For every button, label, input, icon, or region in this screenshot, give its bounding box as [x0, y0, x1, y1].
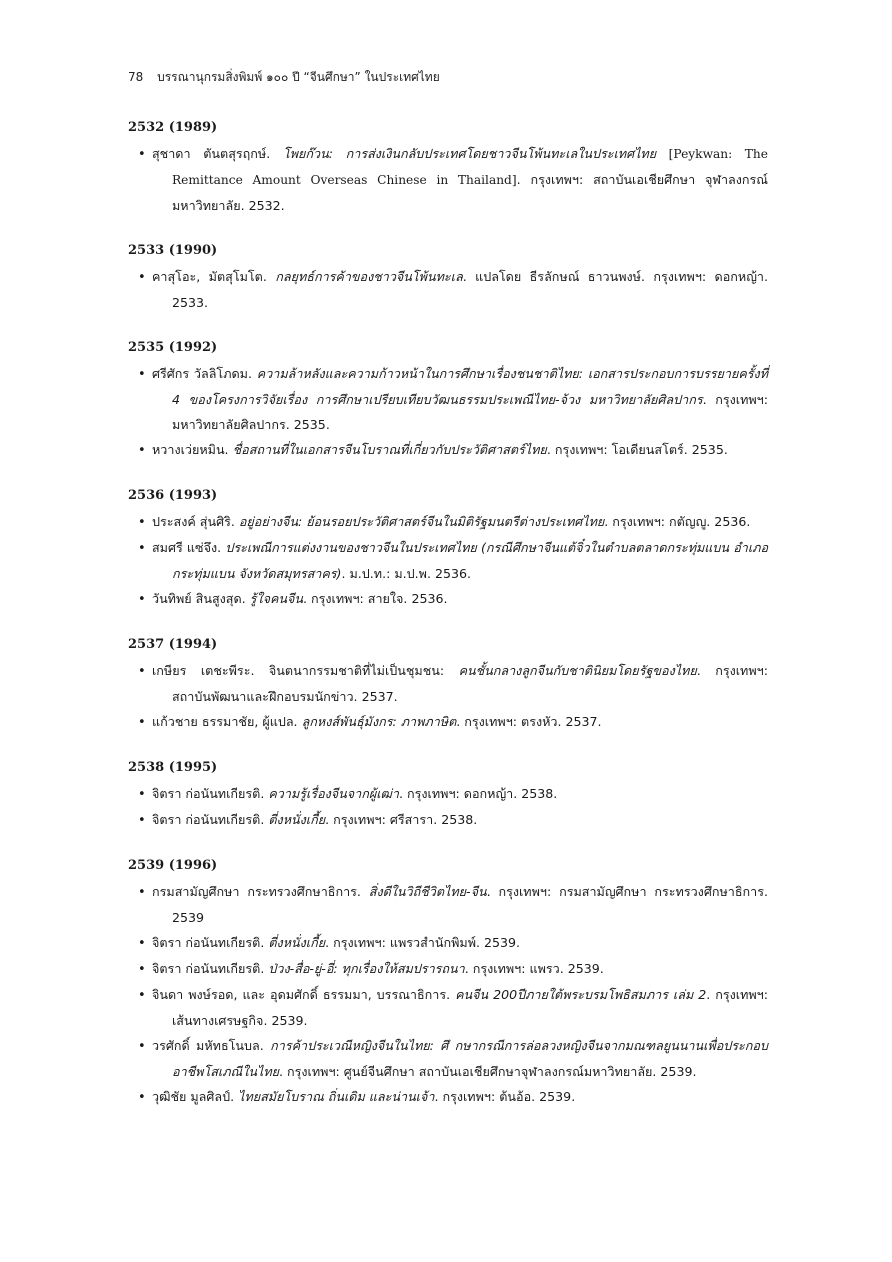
bibliography-entry	[128, 509, 768, 535]
entry-publication: . ม.ป.ท.: ม.ป.พ. 2536.	[341, 566, 472, 581]
bibliography-entry	[128, 807, 768, 833]
entry-author: สุชาดา ตันตสุรฤกษ์.	[152, 146, 283, 161]
running-title: บรรณานุกรมสิ่งพิมพ์ ๑๐๐ ปี “จีนศึกษา” ในประเทศไทย	[157, 70, 440, 84]
entry-publication: . กรุงเทพฯ: เส้นทางเศรษฐกิจ. 2539.	[172, 987, 768, 1028]
entry-publication: . กรุงเทพฯ: โอเดียนสโตร์. 2535.	[546, 442, 728, 457]
entry-title: ประเพณีการแต่งงานของชาวจีนในประเทศไทย (กรณีศึกษาจีนแต้จิ๋วในตำบลตลาดกระทุ่มแบน อำเภอกระทุ่มแบน จังหวัดสมุทรสาคร)	[172, 540, 769, 581]
entry-author: จิตรา ก่อนันทเกียรติ.	[152, 786, 269, 801]
entry-author: วันทิพย์ สินสูงสุด.	[152, 591, 250, 606]
year-heading: 2532 (1989)	[128, 120, 218, 135]
entry-title: ไทยสมัยโบราณ ถิ่นเดิม และน่านเจ้า	[238, 1089, 435, 1104]
entry-author: แก้วชาย ธรรมาชัย, ผู้แปล.	[152, 714, 302, 729]
year-section	[128, 486, 768, 612]
entry-publication: . กรุงเทพฯ: สายใจ. 2536.	[303, 591, 448, 606]
bibliography-entry	[128, 264, 768, 315]
entry-author: เกษียร เตชะพีระ. จินตนากรรมชาติที่ไม่เป็นชุมชน:	[152, 663, 459, 678]
entry-title: คนจีน 200ปีภายใต้พระบรมโพธิสมภาร เล่ม 2	[455, 987, 707, 1002]
entry-publication: . กรุงเทพฯ: ศรีสารา. 2538.	[325, 812, 478, 827]
entry-title: ตี่งหนั่งเกี้ย	[268, 935, 326, 950]
entry-author: จินดา พงษ์รอด, และ อุดมศักดิ์ ธรรมมา, บรรณาธิการ.	[152, 987, 456, 1002]
entry-title: ลูกหงส์พันธุ์มังกร: ภาพภาษิต	[301, 714, 457, 729]
entry-title: โพยก๊วน: การส่งเงินกลับประเทศโดยชาวจีนโพ้นทะเลในประเทศไทย	[282, 146, 657, 161]
entry-publication: . กรุงเทพฯ: กรมสามัญศึกษา กระทรวงศึกษาธิการ. 2539	[172, 884, 768, 925]
entry-author: วรศักดิ์ มหัทธโนบล.	[152, 1038, 271, 1053]
entry-title: การค้าประเวณีหญิงจีนในไทย: ศึ กษากรณีการล่อลวงหญิงจีนจากมณฑลยูนนานเพื่อประกอบอาชีพโสเภณีในไทย	[172, 1038, 768, 1079]
entry-author: ประสงค์ สุ่นศิริ.	[152, 514, 239, 529]
entry-publication: . กรุงเทพฯ: มหาวิทยาลัยศิลปากร. 2535.	[172, 392, 768, 432]
entry-list	[128, 361, 768, 463]
entry-publication: . กรุงเทพฯ: ดอกหญ้า. 2538.	[399, 786, 558, 801]
entry-publication: . กรุงเทพฯ: สถาบันพัฒนาและฝึกอบรมนักข่าว. 2537.	[172, 663, 768, 704]
bibliography-entry	[128, 781, 768, 807]
entry-author: กรมสามัญศึกษา กระทรวงศึกษาธิการ.	[152, 884, 369, 899]
entry-author: คาสุโอะ, มัตสุโมโต.	[152, 269, 276, 284]
entry-title: ชื่อสถานที่ในเอกสารจีนโบราณที่เกี่ยวกับประวัติศาสตร์ไทย	[232, 442, 547, 457]
bibliography-entry	[128, 658, 768, 709]
bibliography-entry	[128, 956, 768, 982]
year-heading: 2533 (1990)	[128, 243, 218, 258]
year-heading: 2538 (1995)	[128, 760, 218, 775]
entry-author: จิตรา ก่อนันทเกียรติ.	[152, 961, 269, 976]
bibliography-entry	[128, 535, 768, 586]
bibliography-entry	[128, 709, 768, 735]
entry-author: จิตรา ก่อนันทเกียรติ.	[152, 935, 269, 950]
entry-author: จิตรา ก่อนันทเกียรติ.	[152, 812, 269, 827]
entry-latin-title: [Peykwan: The Remittance Amount Overseas Chinese in Thailand]	[172, 147, 768, 187]
entry-publication: . กรุงเทพฯ: ศูนย์จีนศึกษา สถาบันเอเชียศึกษาจุฬาลงกรณ์มหาวิทยาลัย. 2539.	[279, 1064, 697, 1079]
bibliography-entry	[128, 930, 768, 956]
entry-list	[128, 879, 768, 1110]
entry-title: รู้ใจคนจีน	[249, 591, 303, 606]
entry-publication: . กรุงเทพฯ: กตัญญู. 2536.	[604, 514, 751, 529]
year-heading: 2535 (1992)	[128, 340, 218, 355]
entry-author: สมศรี แซ่จึง.	[152, 540, 226, 555]
year-section	[128, 635, 768, 735]
bibliography-content	[128, 118, 768, 1133]
running-header	[128, 68, 440, 86]
bibliography-entry	[128, 141, 768, 218]
entry-list	[128, 509, 768, 612]
bibliography-entry	[128, 361, 768, 437]
entry-publication: . กรุงเทพฯ: ตรงหัว. 2537.	[456, 714, 602, 729]
year-section	[128, 758, 768, 833]
bibliography-entry	[128, 879, 768, 930]
entry-title: ป่วง-สื่อ-ยู่-อี่: ทุกเรื่องให้สมปรารถนา	[268, 961, 465, 976]
entry-title: ความล้าหลังและความก้าวหน้าในการศึกษาเรื่องชนชาติไทย: เอกสารประกอบการบรรยายครั้งที่ 4 ของโครงการวิจัยเรื่อง การศึกษาเปรียบเทียบวัฒนธรรมประเพณีไทย-จ้วง มหาวิทยาลัยศิลปากร	[172, 366, 768, 407]
bibliography-entry	[128, 437, 768, 463]
entry-title: ตี่งหนั่งเกี้ย	[268, 812, 326, 827]
entry-author: หวางเว่ยหมิน.	[152, 442, 233, 457]
entry-author: ศรีศักร วัลลิโภดม.	[152, 366, 257, 381]
year-section	[128, 856, 768, 1110]
entry-title: คนชั้นกลางลูกจีนกับชาตินิยมโดยรัฐของไทย	[458, 663, 697, 678]
page-number: 78	[128, 70, 144, 84]
entry-list	[128, 781, 768, 833]
bibliography-entry	[128, 1084, 768, 1110]
entry-list	[128, 658, 768, 735]
entry-list	[128, 264, 768, 315]
entry-list	[128, 141, 768, 218]
entry-publication: . กรุงเทพฯ: ต้นอ้อ. 2539.	[434, 1089, 576, 1104]
year-heading: 2537 (1994)	[128, 637, 218, 652]
year-heading: 2539 (1996)	[128, 858, 218, 873]
entry-publication: . กรุงเทพฯ: แพรวสำนักพิมพ์. 2539.	[325, 935, 521, 950]
bibliography-entry	[128, 982, 768, 1033]
bibliography-entry	[128, 1033, 768, 1084]
year-heading: 2536 (1993)	[128, 488, 218, 503]
year-section	[128, 118, 768, 218]
entry-publication: . แปลโดย ธีรลักษณ์ ธาวนพงษ์. กรุงเทพฯ: ดอกหญ้า. 2533.	[172, 269, 768, 310]
bibliography-entry	[128, 586, 768, 612]
entry-title: อยู่อย่างจีน: ย้อนรอยประวัติศาสตร์จีนในมิติรัฐมนตรีต่างประเทศไทย	[238, 514, 605, 529]
entry-title: สิ่งดีในวิถีชีวิตไทย-จีน	[368, 884, 487, 899]
year-section	[128, 241, 768, 315]
entry-title: กลยุทธ์การค้าของชาวจีนโพ้นทะเล	[275, 269, 463, 284]
year-section	[128, 338, 768, 463]
entry-title: ความรู้เรื่องจีนจากผู้เฒ่า	[268, 786, 399, 801]
entry-publication: . กรุงเทพฯ: แพรว. 2539.	[464, 961, 604, 976]
entry-author: วุฒิชัย มูลศิลป์.	[152, 1089, 239, 1104]
entry-publication: . กรุงเทพฯ: สถาบันเอเชียศึกษา จุฬาลงกรณ์มหาวิทยาลัย. 2532.	[172, 172, 768, 213]
